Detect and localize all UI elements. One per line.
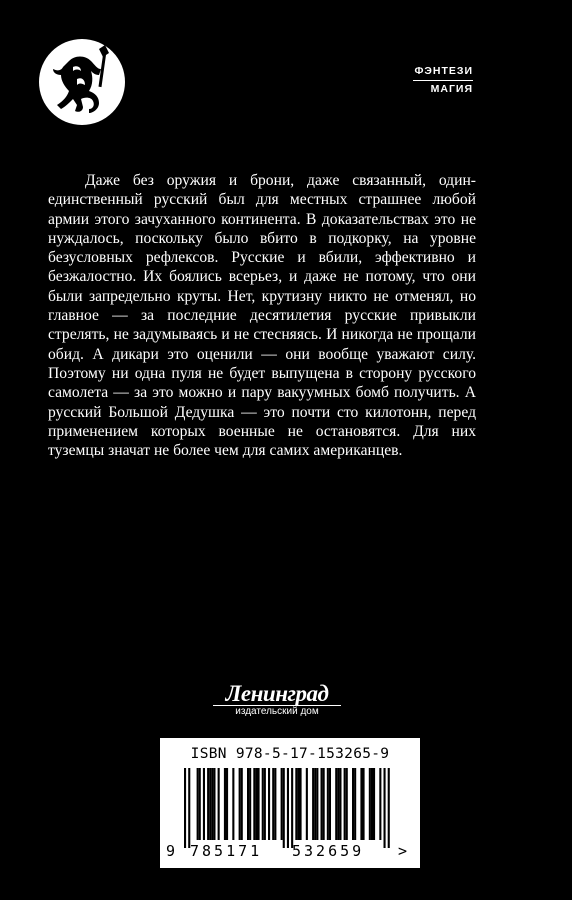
publisher-subtitle: издательский дом xyxy=(213,705,341,717)
barcode-bar xyxy=(379,768,381,840)
barcode-bar xyxy=(306,768,308,840)
isbn-label: ISBN 978-5-17-153265-9 xyxy=(190,746,390,762)
isbn-end-mark: > xyxy=(398,842,408,860)
barcode-bar xyxy=(329,768,331,840)
isbn-group-left: 785171 xyxy=(190,842,263,860)
barcode-bar xyxy=(249,768,251,840)
barcode-bar xyxy=(369,768,371,840)
publisher-mark xyxy=(207,683,347,717)
barcode-bar xyxy=(323,768,325,840)
barcode-bar xyxy=(274,768,276,840)
isbn-barcode xyxy=(160,738,420,868)
back-cover-blurb xyxy=(48,171,476,460)
barcode-bar xyxy=(247,768,249,840)
publisher-logo xyxy=(39,39,125,125)
barcode-bar xyxy=(241,768,243,840)
lion-with-axe-icon xyxy=(39,39,125,125)
genre-magic: МАГИЯ xyxy=(430,83,473,95)
barcode-bar xyxy=(339,768,341,840)
barcode-bar xyxy=(218,768,220,840)
barcode-bar xyxy=(312,768,314,840)
barcode-bar xyxy=(297,768,299,840)
barcode-bar xyxy=(226,768,228,840)
barcode-bar xyxy=(258,768,260,840)
barcode-bar xyxy=(239,768,241,840)
barcode-bar xyxy=(209,768,211,840)
barcode-bar xyxy=(253,768,255,840)
barcode-bar xyxy=(188,768,190,848)
barcode-bar xyxy=(211,768,213,840)
barcode-bar xyxy=(327,768,329,840)
barcode-bar xyxy=(268,768,270,840)
barcode-bar xyxy=(184,768,186,848)
barcode-bar xyxy=(321,768,323,840)
barcode-bar xyxy=(255,768,257,840)
barcode-bar xyxy=(363,768,365,840)
barcode-bar xyxy=(388,768,390,848)
barcode-bar xyxy=(360,768,362,840)
barcode-bar xyxy=(213,768,215,840)
genre-fantasy: ФЭНТЕЗИ xyxy=(414,65,473,77)
isbn-group-right: 532659 xyxy=(292,842,365,860)
barcode-bar xyxy=(384,768,386,848)
blurb-paragraph: Даже без оружия и брони, даже связанный, один-единственный русский был для местных страшнее любой армии этого зачуханного континента. В доказательствах это не нуждалось, поскольку было вбито в подкорку, на уровне безусловных рефлексов. Русские и вбили, эффективно и безжалостно. Их боялись всерьез, и даже не потому, что они были запредельно круты. Нет, крутизну никто не отменял, но главное — за последние десятилетия русские привыкли стрелять, не задумываясь и не стесняясь. И никогда не прощали обид. А дикари это оценили — они вообще уважают силу. Поэтому ни одна пуля не будет выпущена в сторону русского самолета — за это можно и пару вакуумных бомб получить. А русский Большой Дедушка — это почти сто килотонн, перед применением которых военные не остановятся. Для них туземцы значат не более чем для самих американцев. xyxy=(48,172,476,460)
barcode-bar xyxy=(335,768,337,840)
barcode-bar xyxy=(373,768,375,840)
barcode-bar xyxy=(352,768,354,840)
barcode-bar xyxy=(224,768,226,840)
barcode-bar xyxy=(262,768,264,840)
barcode-bar xyxy=(283,768,285,848)
genre-labels xyxy=(413,64,473,97)
barcode-bar xyxy=(291,768,293,848)
barcode-bar xyxy=(203,768,205,840)
barcode-bar xyxy=(354,768,356,840)
barcode-bar xyxy=(316,768,318,840)
isbn-first-digit: 9 xyxy=(166,842,176,860)
barcode-bar xyxy=(300,768,302,840)
barcode-bar xyxy=(346,768,348,840)
barcode-bar xyxy=(337,768,339,840)
barcode-bar xyxy=(264,768,266,840)
barcode-bar xyxy=(207,768,209,840)
barcode-bar xyxy=(199,768,201,840)
barcode-bar xyxy=(314,768,316,840)
barcode-bar xyxy=(287,768,289,848)
barcode-bar xyxy=(272,768,274,840)
publisher-name: Ленинград xyxy=(225,681,329,706)
genre-divider xyxy=(413,80,473,81)
barcode-bar xyxy=(371,768,373,840)
barcode-bar xyxy=(197,768,199,840)
barcode-bar xyxy=(295,768,297,840)
barcode-bar xyxy=(232,768,234,840)
barcode-bars xyxy=(170,768,410,848)
barcode-bar xyxy=(281,768,283,840)
barcode-bar xyxy=(344,768,346,840)
